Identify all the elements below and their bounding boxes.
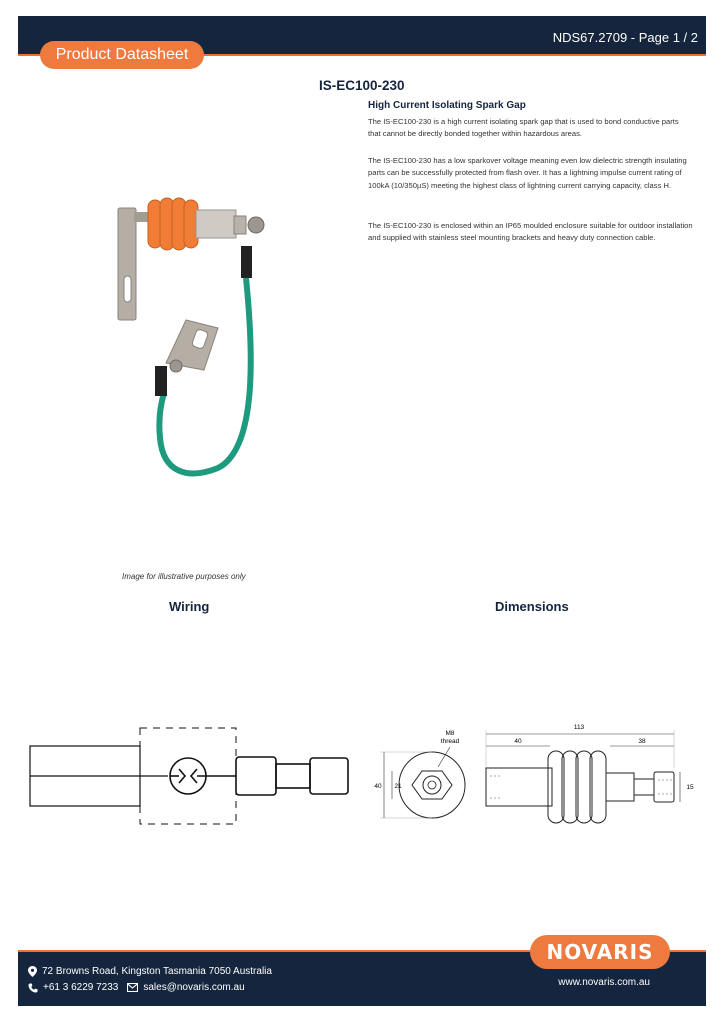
email-icon <box>127 983 138 992</box>
dim-total-length: 113 <box>573 724 585 731</box>
product-subtitle: High Current Isolating Spark Gap <box>368 100 526 111</box>
dim-outer-diameter: 40 <box>374 783 382 790</box>
description-paragraph: The IS-EC100-230 is enclosed within an IP65 moulded enclosure suitable for outdoor installation and supplied with stainless steel mounting brackets and heavy duty connection cable. <box>368 221 693 243</box>
footer-website[interactable]: www.novaris.com.au <box>558 977 650 988</box>
thread-label: M8 <box>445 730 455 737</box>
document-id: NDS67.2709 - Page 1 / 2 <box>552 30 698 45</box>
product-code: IS-EC100-230 <box>319 78 405 93</box>
footer-address: 72 Browns Road, Kingston Tasmania 7050 Australia <box>42 966 272 977</box>
dim-terminal-diameter: 15 <box>686 784 694 791</box>
contact-line <box>28 982 245 993</box>
description-paragraph: The IS-EC100-230 has a low sparkover voltage meaning even low dielectric strength insulating parts can be successfully protected from flash over. It has a lightning impulse current rating of 100kA (10/350µS) meeting the highest class of lightning current carrying capacity, class H. <box>368 156 687 190</box>
image-caption: Image for illustrative purposes only <box>122 572 246 581</box>
thread-label: thread <box>440 738 460 745</box>
description-paragraph: The IS-EC100-230 is a high current isolating spark gap that is used to bond conductive parts that cannot be directly bonded together within hazardous areas. <box>368 117 679 139</box>
datasheet-badge: Product Datasheet <box>40 41 204 69</box>
phone-icon <box>28 983 38 993</box>
dimension-end-view <box>368 725 478 825</box>
footer-phone[interactable]: +61 3 6229 7233 <box>43 982 119 993</box>
dim-terminal-length: 38 <box>638 738 646 745</box>
address-line <box>28 966 272 977</box>
wiring-title: Wiring <box>169 599 210 614</box>
location-pin-icon <box>28 966 37 977</box>
dim-body-length: 40 <box>514 738 522 745</box>
footer-email[interactable]: sales@novaris.com.au <box>143 982 245 993</box>
dim-inner-diameter: 21 <box>394 783 402 790</box>
novaris-logo: NOVARIS <box>530 935 670 969</box>
wiring-diagram <box>28 724 358 828</box>
dimension-side-view <box>482 718 700 828</box>
product-image <box>108 188 278 494</box>
dimensions-title: Dimensions <box>495 599 569 614</box>
